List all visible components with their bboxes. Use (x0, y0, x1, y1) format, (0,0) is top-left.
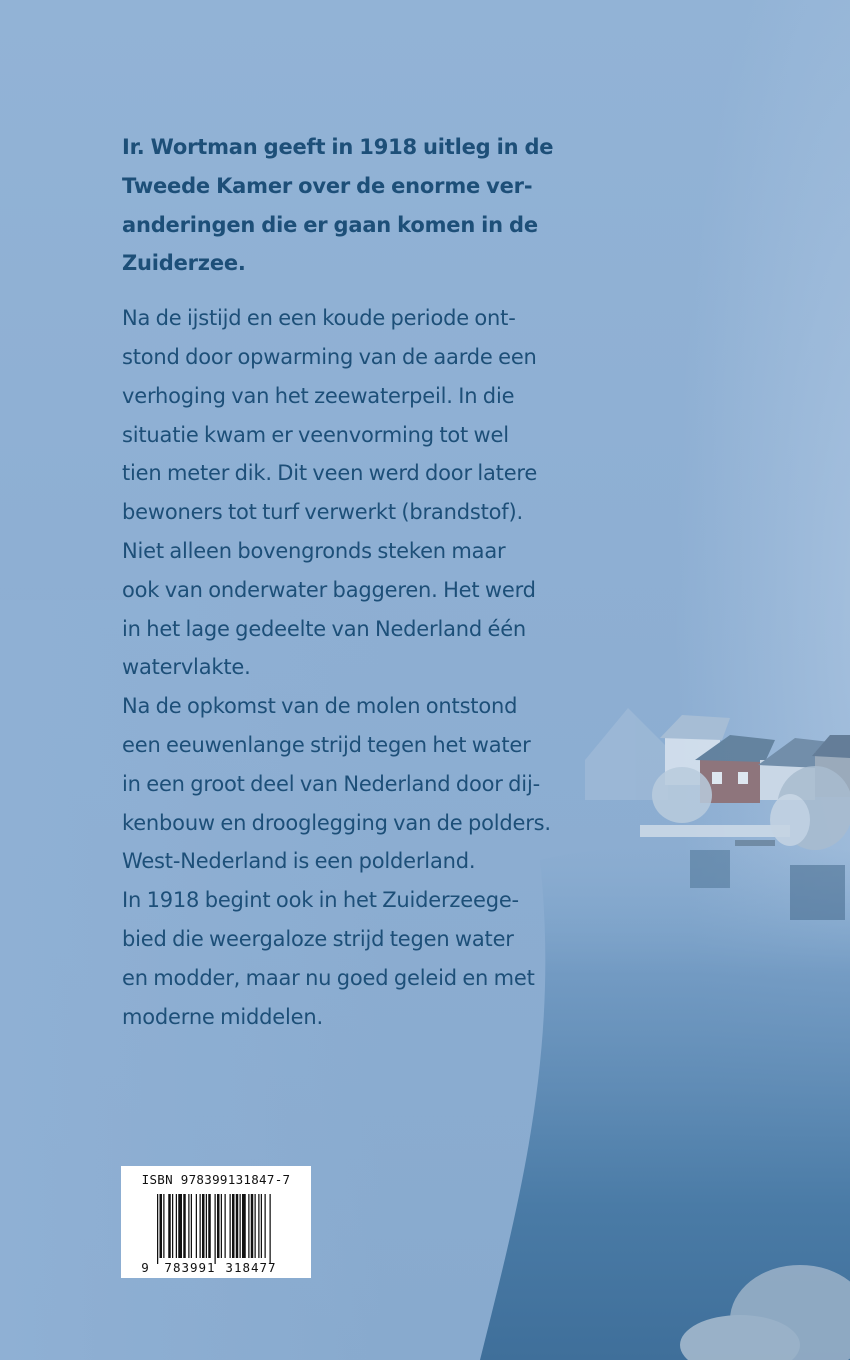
barcode-bar (206, 1194, 207, 1258)
barcode-bars (157, 1194, 271, 1264)
body-line: verhoging van het zeewaterpeil. In die (122, 383, 515, 408)
barcode-graphic (121, 1166, 311, 1278)
body-line: Na de ijstijd en een koude periode ont- (122, 306, 516, 331)
barcode-bar (248, 1194, 249, 1258)
body-line: watervlakte. (122, 655, 251, 680)
barcode-bar (270, 1194, 271, 1264)
barcode-bar (176, 1194, 177, 1258)
barcode-bar (157, 1194, 158, 1264)
body-line: kenbouw en drooglegging van de polders. (122, 810, 551, 835)
barcode-bar (261, 1194, 262, 1258)
barcode-bar (163, 1194, 164, 1258)
body-line: in een groot deel van Nederland door dij- (122, 771, 540, 796)
intro-line: Tweede Kamer over de enorme ver- (122, 173, 533, 198)
body-paragraph (122, 299, 552, 1036)
intro-line: anderingen die er gaan komen in de (122, 212, 538, 237)
barcode-bar (183, 1194, 186, 1258)
body-line: Niet alleen bovengronds steken maar (122, 538, 506, 563)
barcode-bar (242, 1194, 246, 1258)
barcode-right-digits: 318477 (225, 1260, 277, 1275)
intro-line: Ir. Wortman geeft in 1918 uitleg in de (122, 135, 554, 159)
barcode-bar (221, 1194, 222, 1258)
barcode-bar (202, 1194, 205, 1258)
barcode-bar (217, 1194, 220, 1258)
body-line: en modder, maar nu goed geleid en met (122, 965, 535, 990)
body-line: Na de opkomst van de molen ontstond (122, 694, 518, 719)
barcode-bar (168, 1194, 171, 1258)
body-line: In 1918 begint ook in het Zuiderzeege- (122, 888, 519, 913)
barcode-bar (215, 1194, 216, 1264)
body-line: bied die weergaloze strijd tegen water (122, 926, 514, 951)
barcode-bar (251, 1194, 254, 1258)
body-line: moderne middelen. (122, 1004, 323, 1029)
barcode-bar (265, 1194, 266, 1258)
barcode-bar (178, 1194, 182, 1258)
barcode-bar (196, 1194, 197, 1258)
barcode-bar (191, 1194, 192, 1258)
barcode-left-digits: 783991 (164, 1260, 216, 1275)
barcode-bar (236, 1194, 239, 1258)
intro-paragraph (122, 128, 552, 283)
barcode-bar (172, 1194, 173, 1258)
barcode-bar (188, 1194, 189, 1258)
body-line: een eeuwenlange strijd tegen het water (122, 732, 531, 757)
body-line: stond door opwarming van de aarde een (122, 344, 537, 369)
body-line: tien meter dik. Dit veen werd door latere (122, 461, 538, 486)
body-line: in het lage gedeelte van Nederland één (122, 616, 527, 641)
back-cover-text (122, 128, 552, 1036)
isbn-label: ISBN 978399131847-7 (141, 1172, 291, 1187)
barcode-bar (225, 1194, 226, 1258)
barcode-bar (232, 1194, 235, 1258)
body-line: West-Nederland is een polderland. (122, 849, 476, 874)
body-line: ook van onderwater baggeren. Het werd (122, 577, 536, 602)
barcode-bar (255, 1194, 256, 1258)
barcode-bar (258, 1194, 259, 1258)
barcode-first-digit: 9 (141, 1260, 149, 1275)
barcode-bar (230, 1194, 231, 1258)
body-line: bewoners tot turf verwerkt (brandstof). (122, 500, 523, 525)
barcode-bar (200, 1194, 201, 1258)
body-line: situatie kwam er veenvorming tot wel (122, 422, 509, 447)
barcode-bar (208, 1194, 211, 1258)
intro-line: Zuiderzee. (122, 251, 246, 276)
barcode-bar (240, 1194, 241, 1258)
barcode-bar (160, 1194, 163, 1258)
isbn-barcode (121, 1166, 311, 1278)
